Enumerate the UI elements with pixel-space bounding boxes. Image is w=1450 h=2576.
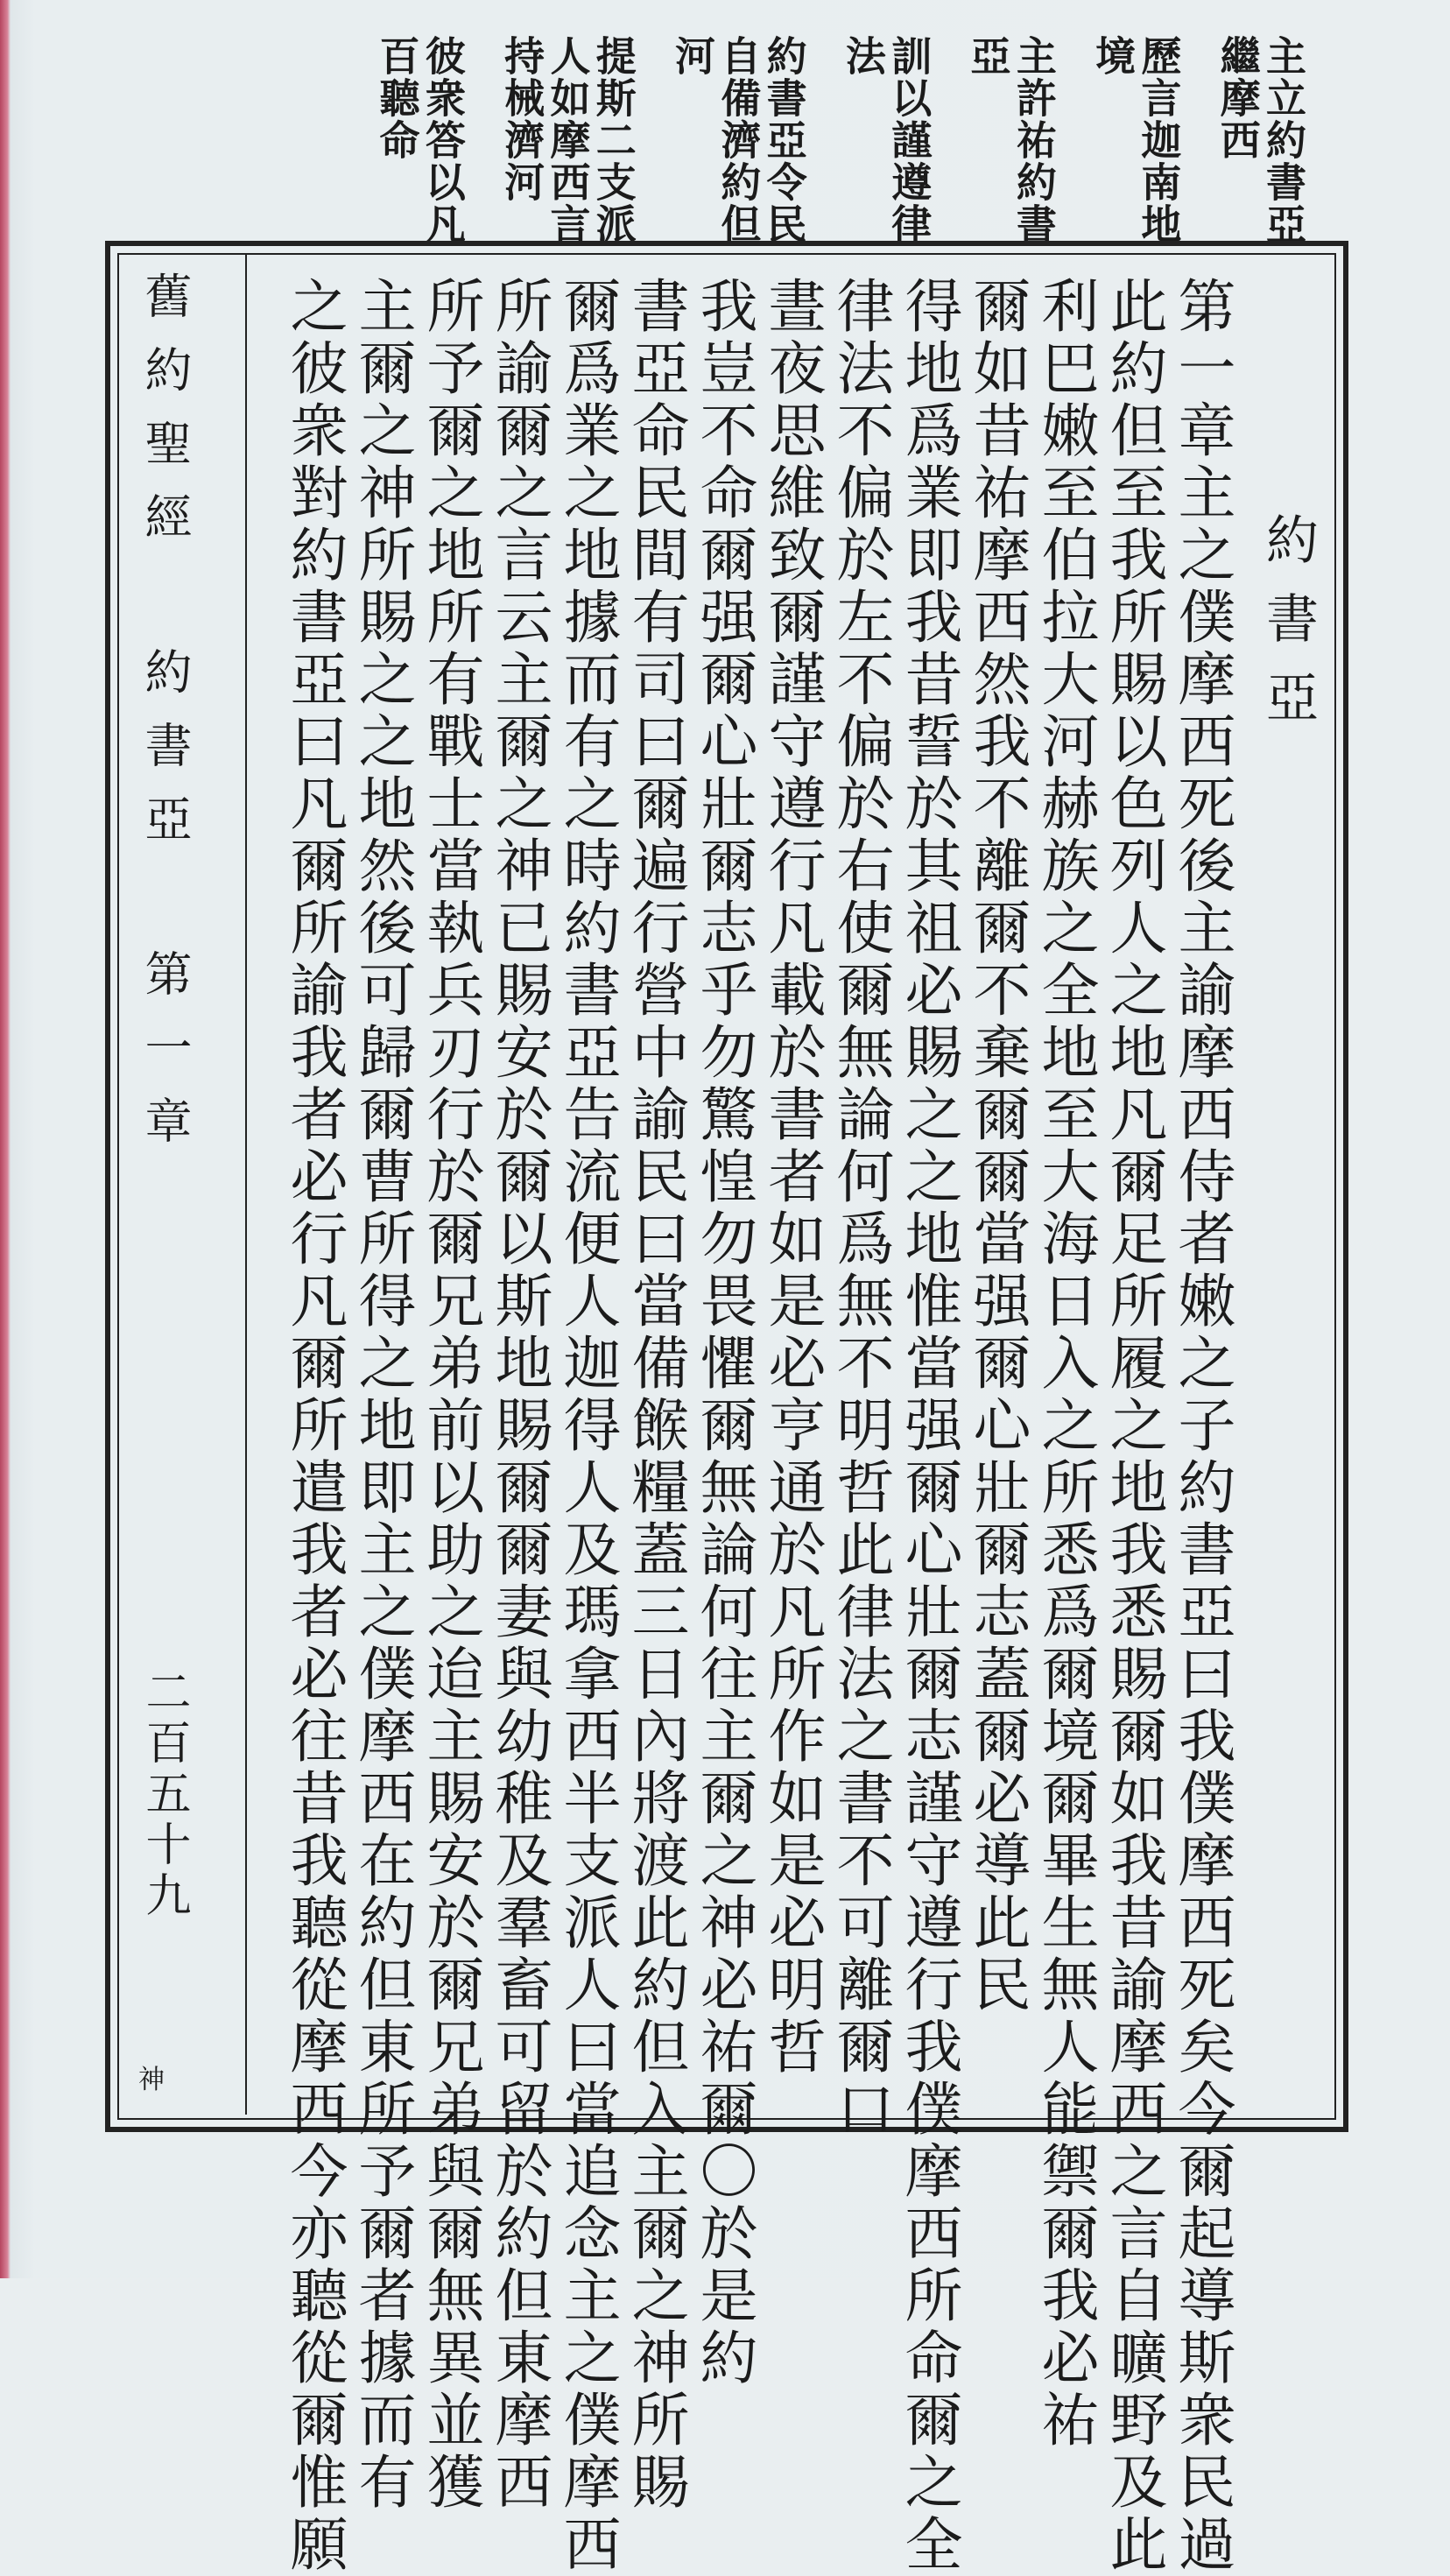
margin-note-line: 彼衆答以凡 — [419, 35, 467, 245]
margin-note-line: 繼摩西 — [1214, 35, 1262, 161]
margin-note-line: 法 — [839, 35, 887, 77]
margin-note-line: 主許祐約書 — [1010, 35, 1058, 245]
book-title: 約書亞 — [1257, 512, 1319, 749]
text-column: 此約但至我所賜以色列人之地凡爾足所履之地我悉賜爾如我昔諭摩西之言自曠野及此 — [1100, 276, 1167, 2576]
page-number: 二百五十九 — [137, 1668, 190, 1922]
margin-note — [1088, 35, 1183, 245]
margin-note — [372, 35, 467, 245]
margin-note-line: 自備濟約但 — [714, 35, 763, 245]
text-column: 爾如昔祐摩西然我不離爾不棄爾爾當强爾心壯爾志蓋爾必導此民 — [963, 276, 1031, 2016]
margin-note-line: 持械濟河 — [498, 35, 546, 203]
text-column: 主爾之神所賜之之地然後可歸爾曹所得之地即主之僕摩西在約但東所予爾者據而有 — [348, 276, 416, 2514]
text-column: 利巴嫩至伯拉大河赫族之全地至大海日入之所悉爲爾境爾畢生無人能禦爾我必祐 — [1031, 276, 1099, 2452]
text-column: 所諭爾之言云主爾之神已賜安於爾以斯地賜爾爾妻與幼稚及羣畜可留於約但東摩西 — [485, 276, 553, 2514]
running-title: 舊約聖經 約書亞 第一章 — [137, 271, 193, 1170]
margin-note-line: 亞 — [964, 35, 1012, 77]
margin-note-line: 歷言迦南地 — [1135, 35, 1183, 245]
margin-note — [497, 35, 635, 245]
margin-note-line: 境 — [1089, 35, 1137, 77]
text-column: 我豈不命爾强爾心壯爾志乎勿驚惶勿畏懼爾無論何往主爾之神必祐爾〇於是約 — [690, 276, 757, 2389]
margin-note — [839, 35, 931, 245]
text-column: 書亞命民間有司曰爾遍行營中諭民曰當備餱糧蓋三日內將渡此約但入主爾之神所賜 — [622, 276, 689, 2514]
margin-note-line: 百聽命 — [373, 35, 421, 161]
margin-note-line: 主立約書亞 — [1260, 35, 1307, 245]
margin-note-line: 河 — [669, 35, 717, 77]
margin-note — [668, 35, 806, 245]
text-column: 爾爲業之地據而有之時約書亞告流便人迦得人及瑪拿西半支派人曰當追念主之僕摩西 — [553, 276, 621, 2576]
column-divider — [245, 254, 247, 2115]
margin-note-line: 約書亞令民 — [760, 35, 808, 245]
margin-note-line: 訓以謹遵律 — [885, 35, 933, 245]
margin-note-line: 人如摩西言 — [544, 35, 592, 245]
text-column: 律法不偏於左不偏於右使爾無論何爲無不明哲此律法之書不可離爾口 — [827, 276, 894, 2141]
text-column: 之彼衆對約書亞曰凡爾所諭我者必行凡爾所遣我者必往昔我聽從摩西今亦聽從爾惟願 — [280, 276, 348, 2576]
text-column: 所予爾之地所有戰士當執兵刃行於爾兄弟前以助之迨主賜安於爾兄弟與爾無異並獲 — [417, 276, 484, 2514]
text-column: 第一章主之僕摩西死後主諭摩西侍者嫩之子約書亞曰我僕摩西死矣今爾起導斯衆民過 — [1168, 276, 1235, 2576]
margin-notes — [166, 35, 1305, 245]
margin-note — [1213, 35, 1305, 245]
margin-note — [963, 35, 1058, 245]
margin-note-line: 提斯二支派 — [589, 35, 637, 245]
catchword: 神 — [138, 2065, 165, 2095]
text-column: 得地爲業即我昔誓於其祖必賜之之地惟當强爾心壯爾志謹守遵行我僕摩西所命爾之全 — [895, 276, 962, 2576]
text-column: 晝夜思維致爾謹守遵行凡載於書者如是必亨通於凡所作如是必明哲 — [758, 276, 826, 2079]
page-edge — [0, 0, 11, 2278]
body-text — [280, 276, 1235, 2576]
